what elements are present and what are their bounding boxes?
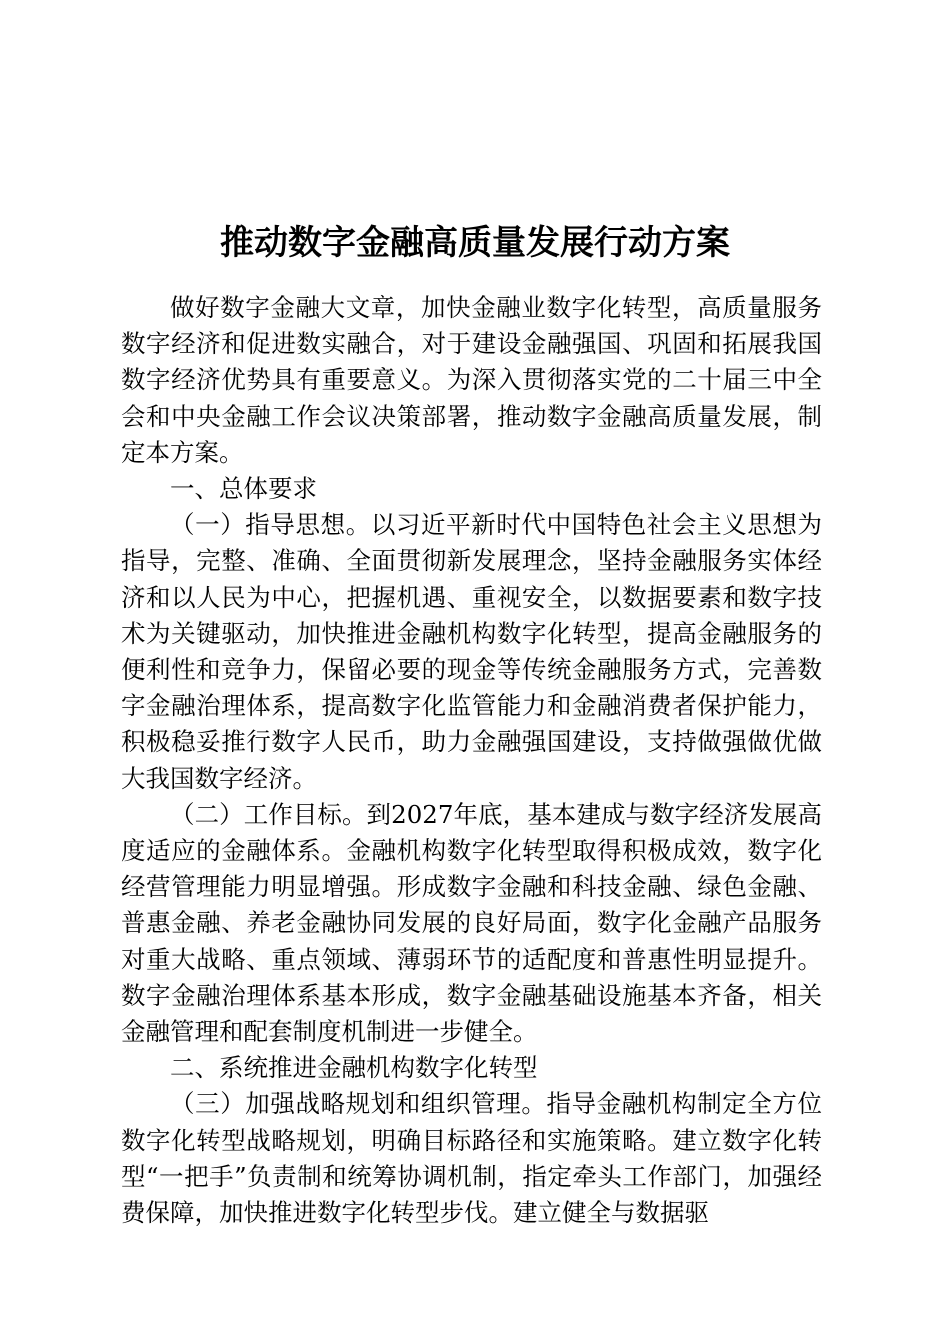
paragraph-text: 到2027年底，基本建成与数字经济发展高度适应的金融体系。金融机构数字化转型取得积极成效，数字化经营管理能力明显增强。形成数字金融和科技金融、绿色金融、普惠金融、养老金融协同发展的良好局面，数字化金融产品服务对重大战略、重点领域、薄弱环节的适配度和普惠性明显提升。数字金融治理体系基本形成，数字金融基础设施基本齐备，相关金融管理和配套制度机制进一步健全。 (121, 799, 822, 1047)
paragraph-lead: （一）指导思想。 (170, 510, 371, 540)
paragraph-guiding-ideology (121, 507, 822, 797)
paragraph-lead: （三）加强战略规划和组织管理。 (170, 1089, 547, 1119)
paragraph-text: 指导金融机构制定全方位数字化转型战略规划，明确目标路径和实施策略。建立数字化转型“一把手”负责制和统筹协调机制，指定牵头工作部门，加强经费保障，加快推进数字化转型步伐。建立健全与数据驱 (121, 1089, 822, 1228)
paragraph-text: 以习近平新时代中国特色社会主义思想为指导，完整、准确、全面贯彻新发展理念，坚持金融服务实体经济和以人民为中心，把握机遇、重视安全，以数据要素和数字技术为关键驱动，加快推进金融机构数字化转型，提高金融服务的便利性和竞争力，保留必要的现金等传统金融服务方式，完善数字金融治理体系，提高数字化监管能力和金融消费者保护能力，积极稳妥推行数字人民币，助力金融强国建设，支持做强做优做大我国数字经济。 (121, 510, 823, 793)
paragraph-work-goals (121, 797, 822, 1050)
intro-paragraph: 做好数字金融大文章，加快金融业数字化转型，高质量服务数字经济和促进数实融合，对于建设金融强国、巩固和拓展我国数字经济优势具有重要意义。为深入贯彻落实党的二十届三中全会和中央金融工作会议决策部署，推动数字金融高质量发展，制定本方案。 (121, 293, 822, 467)
section-heading-general-requirements: 一、总体要求 (170, 474, 317, 504)
document-title: 推动数字金融高质量发展行动方案 (220, 222, 730, 263)
paragraph-lead: （二）工作目标。 (170, 799, 367, 829)
document-body (121, 290, 822, 1231)
section-heading-digital-transformation: 二、系统推进金融机构数字化转型 (170, 1053, 538, 1083)
paragraph-strategy-planning (121, 1086, 822, 1231)
